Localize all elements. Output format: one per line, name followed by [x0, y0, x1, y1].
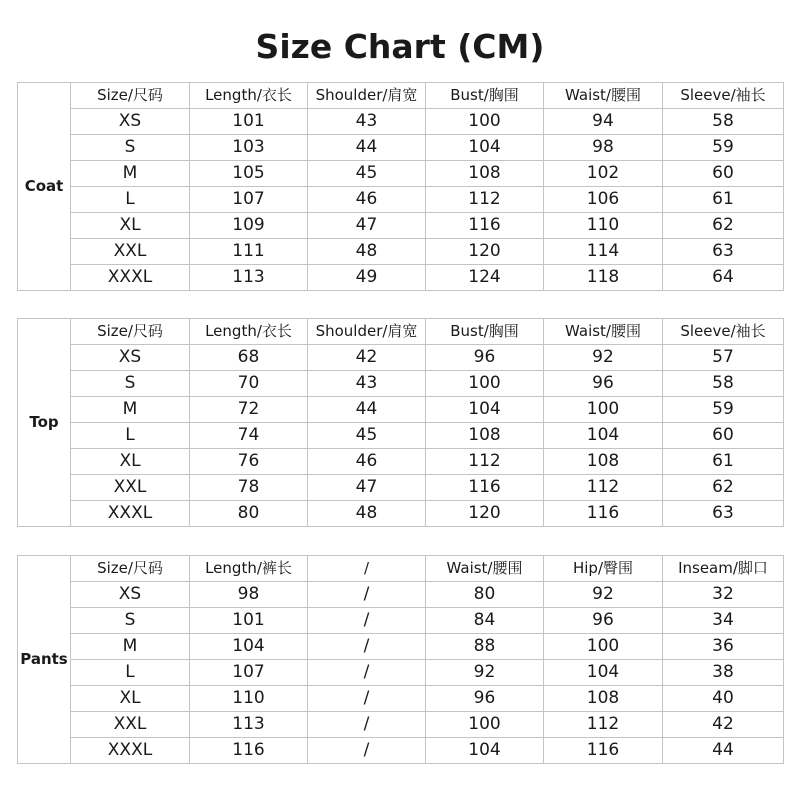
- measurement-cell: 111: [190, 239, 308, 265]
- measurement-cell: 124: [426, 265, 544, 291]
- page-title: Size Chart (CM): [255, 27, 545, 66]
- size-cell: XXXL: [71, 265, 190, 291]
- table-row: [18, 423, 784, 449]
- measurement-cell: 112: [544, 712, 663, 738]
- measurement-cell: 84: [426, 608, 544, 634]
- measurement-cell: 92: [426, 660, 544, 686]
- size-cell: XL: [71, 213, 190, 239]
- measurement-cell: 96: [426, 345, 544, 371]
- measurement-cell: 47: [308, 475, 426, 501]
- measurement-cell: 100: [426, 109, 544, 135]
- measurement-cell: 112: [426, 187, 544, 213]
- measurement-cell: 108: [426, 161, 544, 187]
- measurement-cell: 57: [663, 345, 784, 371]
- measurement-cell: 92: [544, 345, 663, 371]
- size-cell: XXXL: [71, 738, 190, 764]
- table-row: [18, 449, 784, 475]
- table-row: [18, 660, 784, 686]
- measurement-cell: 63: [663, 501, 784, 527]
- measurement-cell: 60: [663, 423, 784, 449]
- measurement-cell: 62: [663, 475, 784, 501]
- measurement-cell: 36: [663, 634, 784, 660]
- measurement-cell: 112: [544, 475, 663, 501]
- size-cell: M: [71, 397, 190, 423]
- table-row: [18, 686, 784, 712]
- size-cell: XL: [71, 449, 190, 475]
- measurement-cell: 44: [663, 738, 784, 764]
- size-cell: XXL: [71, 712, 190, 738]
- table-row: [18, 582, 784, 608]
- column-header: Bust/胸围: [426, 83, 544, 109]
- column-header: Shoulder/肩宽: [308, 319, 426, 345]
- measurement-cell: 104: [426, 135, 544, 161]
- measurement-cell: 68: [190, 345, 308, 371]
- measurement-cell: 96: [544, 371, 663, 397]
- table-header-row: [18, 83, 784, 109]
- measurement-cell: 42: [308, 345, 426, 371]
- measurement-cell: 62: [663, 213, 784, 239]
- size-cell: S: [71, 371, 190, 397]
- measurement-cell: 61: [663, 449, 784, 475]
- size-cell: L: [71, 660, 190, 686]
- size-cell: M: [71, 634, 190, 660]
- table-row: [18, 501, 784, 527]
- measurement-cell: 108: [426, 423, 544, 449]
- measurement-cell: 94: [544, 109, 663, 135]
- column-header: Length/裤长: [190, 556, 308, 582]
- measurement-cell: 70: [190, 371, 308, 397]
- size-cell: XXL: [71, 239, 190, 265]
- size-cell: S: [71, 608, 190, 634]
- measurement-cell: 110: [190, 686, 308, 712]
- measurement-cell: /: [308, 608, 426, 634]
- size-cell: L: [71, 423, 190, 449]
- table-row: [18, 475, 784, 501]
- size-cell: M: [71, 161, 190, 187]
- table-row: [18, 608, 784, 634]
- measurement-cell: 104: [426, 738, 544, 764]
- measurement-cell: 72: [190, 397, 308, 423]
- table-row: [18, 712, 784, 738]
- measurement-cell: 114: [544, 239, 663, 265]
- measurement-cell: 116: [190, 738, 308, 764]
- table-row: [18, 213, 784, 239]
- measurement-cell: 48: [308, 239, 426, 265]
- size-cell: XL: [71, 686, 190, 712]
- column-header: Size/尺码: [71, 83, 190, 109]
- measurement-cell: 104: [426, 397, 544, 423]
- measurement-cell: 80: [190, 501, 308, 527]
- measurement-cell: 104: [544, 423, 663, 449]
- measurement-cell: 61: [663, 187, 784, 213]
- measurement-cell: 100: [426, 712, 544, 738]
- measurement-cell: 116: [426, 213, 544, 239]
- table-row: [18, 135, 784, 161]
- measurement-cell: 42: [663, 712, 784, 738]
- measurement-cell: 32: [663, 582, 784, 608]
- table-row: [18, 371, 784, 397]
- column-header: Inseam/脚口: [663, 556, 784, 582]
- measurement-cell: 45: [308, 423, 426, 449]
- measurement-cell: 108: [544, 686, 663, 712]
- measurement-cell: 80: [426, 582, 544, 608]
- measurement-cell: 59: [663, 397, 784, 423]
- measurement-cell: 48: [308, 501, 426, 527]
- measurement-cell: 106: [544, 187, 663, 213]
- measurement-cell: 101: [190, 109, 308, 135]
- size-cell: XS: [71, 109, 190, 135]
- column-header: /: [308, 556, 426, 582]
- measurement-cell: 104: [544, 660, 663, 686]
- measurement-cell: 40: [663, 686, 784, 712]
- measurement-cell: 58: [663, 371, 784, 397]
- measurement-cell: 100: [426, 371, 544, 397]
- measurement-cell: 98: [190, 582, 308, 608]
- measurement-cell: 101: [190, 608, 308, 634]
- column-header: Length/衣长: [190, 83, 308, 109]
- measurement-cell: /: [308, 634, 426, 660]
- measurement-cell: /: [308, 712, 426, 738]
- measurement-cell: 49: [308, 265, 426, 291]
- column-header: Shoulder/肩宽: [308, 83, 426, 109]
- size-cell: XS: [71, 345, 190, 371]
- measurement-cell: 113: [190, 265, 308, 291]
- measurement-cell: 98: [544, 135, 663, 161]
- pants-size-table: [17, 555, 784, 764]
- measurement-cell: 118: [544, 265, 663, 291]
- measurement-cell: 107: [190, 660, 308, 686]
- table-row: [18, 187, 784, 213]
- measurement-cell: 92: [544, 582, 663, 608]
- category-label: Top: [18, 319, 71, 527]
- measurement-cell: 120: [426, 501, 544, 527]
- measurement-cell: 103: [190, 135, 308, 161]
- measurement-cell: 47: [308, 213, 426, 239]
- table-row: [18, 634, 784, 660]
- table-row: [18, 109, 784, 135]
- measurement-cell: 64: [663, 265, 784, 291]
- measurement-cell: 46: [308, 449, 426, 475]
- measurement-cell: 108: [544, 449, 663, 475]
- measurement-cell: 102: [544, 161, 663, 187]
- measurement-cell: 76: [190, 449, 308, 475]
- table-row: [18, 738, 784, 764]
- measurement-cell: 120: [426, 239, 544, 265]
- table-row: [18, 239, 784, 265]
- measurement-cell: 46: [308, 187, 426, 213]
- measurement-cell: 44: [308, 135, 426, 161]
- measurement-cell: 116: [544, 738, 663, 764]
- measurement-cell: /: [308, 582, 426, 608]
- measurement-cell: 110: [544, 213, 663, 239]
- measurement-cell: 63: [663, 239, 784, 265]
- measurement-cell: 116: [544, 501, 663, 527]
- measurement-cell: 38: [663, 660, 784, 686]
- size-cell: XXXL: [71, 501, 190, 527]
- measurement-cell: 74: [190, 423, 308, 449]
- column-header: Length/衣长: [190, 319, 308, 345]
- measurement-cell: 96: [544, 608, 663, 634]
- measurement-cell: 43: [308, 109, 426, 135]
- measurement-cell: 44: [308, 397, 426, 423]
- column-header: Size/尺码: [71, 556, 190, 582]
- measurement-cell: 100: [544, 397, 663, 423]
- table-header-row: [18, 556, 784, 582]
- column-header: Sleeve/袖长: [663, 319, 784, 345]
- column-header: Hip/臀围: [544, 556, 663, 582]
- measurement-cell: 113: [190, 712, 308, 738]
- table-row: [18, 161, 784, 187]
- measurement-cell: /: [308, 738, 426, 764]
- measurement-cell: 78: [190, 475, 308, 501]
- column-header: Waist/腰围: [544, 83, 663, 109]
- column-header: Bust/胸围: [426, 319, 544, 345]
- measurement-cell: 112: [426, 449, 544, 475]
- measurement-cell: 59: [663, 135, 784, 161]
- column-header: Waist/腰围: [544, 319, 663, 345]
- category-label: Coat: [18, 83, 71, 291]
- measurement-cell: 88: [426, 634, 544, 660]
- measurement-cell: 96: [426, 686, 544, 712]
- measurement-cell: 45: [308, 161, 426, 187]
- table-header-row: [18, 319, 784, 345]
- measurement-cell: 116: [426, 475, 544, 501]
- column-header: Waist/腰围: [426, 556, 544, 582]
- measurement-cell: 105: [190, 161, 308, 187]
- category-label: Pants: [18, 556, 71, 764]
- column-header: Sleeve/袖长: [663, 83, 784, 109]
- size-cell: XXL: [71, 475, 190, 501]
- size-cell: XS: [71, 582, 190, 608]
- measurement-cell: 43: [308, 371, 426, 397]
- measurement-cell: 107: [190, 187, 308, 213]
- table-row: [18, 397, 784, 423]
- measurement-cell: 100: [544, 634, 663, 660]
- measurement-cell: 34: [663, 608, 784, 634]
- size-cell: L: [71, 187, 190, 213]
- measurement-cell: /: [308, 660, 426, 686]
- measurement-cell: 58: [663, 109, 784, 135]
- table-row: [18, 345, 784, 371]
- measurement-cell: /: [308, 686, 426, 712]
- size-cell: S: [71, 135, 190, 161]
- column-header: Size/尺码: [71, 319, 190, 345]
- measurement-cell: 60: [663, 161, 784, 187]
- measurement-cell: 109: [190, 213, 308, 239]
- measurement-cell: 104: [190, 634, 308, 660]
- top-size-table: [17, 318, 784, 527]
- coat-size-table: [17, 82, 784, 291]
- table-row: [18, 265, 784, 291]
